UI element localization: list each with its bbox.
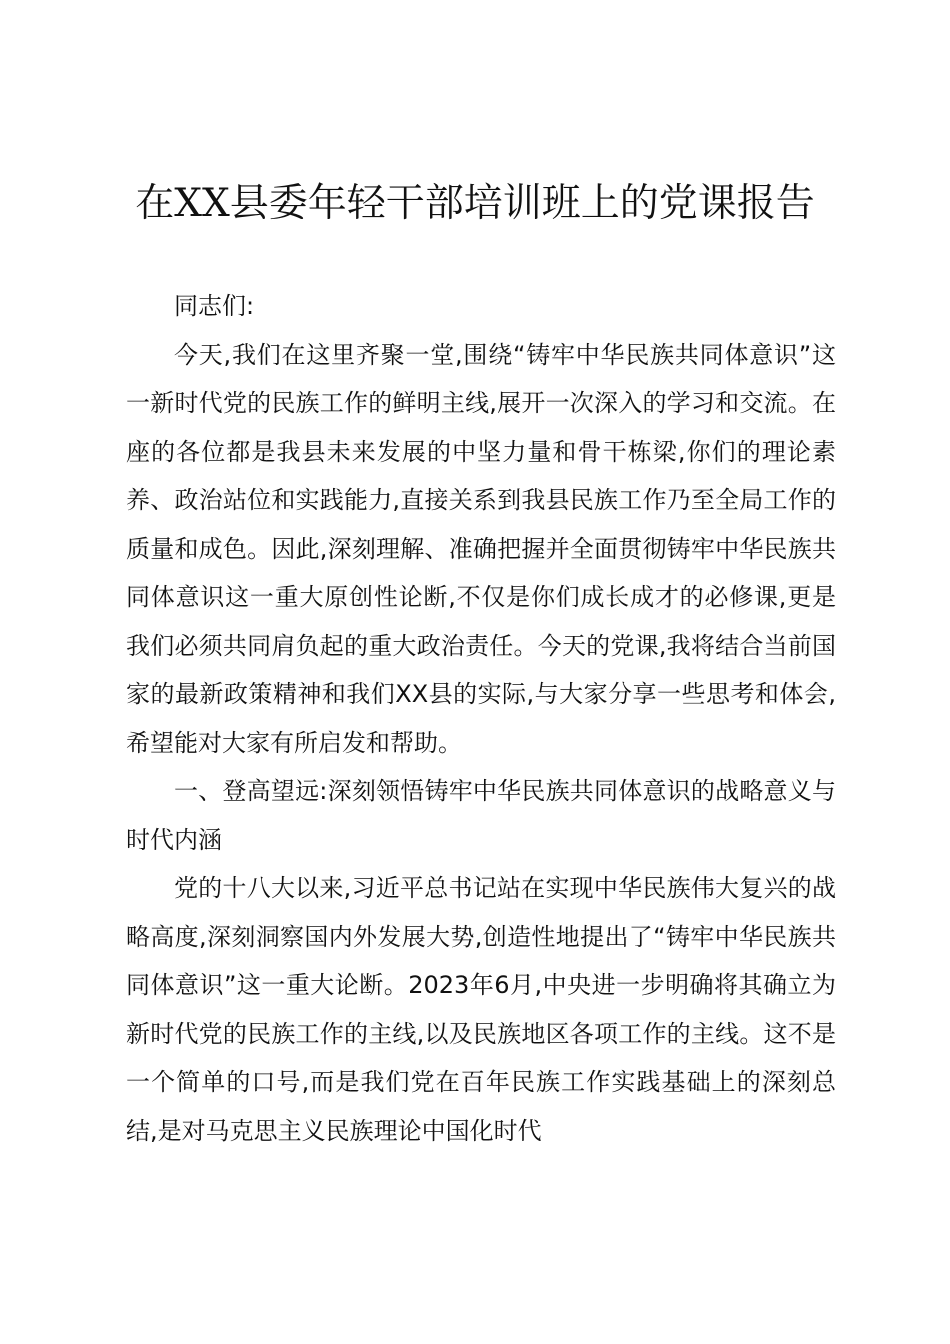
document-title: 在XX县委年轻干部培训班上的党课报告 (135, 181, 815, 226)
section-heading: 一、登高望远:深刻领悟铸牢中华民族共同体意识的战略意义与时代内涵 (126, 777, 836, 854)
document-body (126, 282, 836, 1155)
salutation: 同志们: (174, 292, 255, 320)
paragraph-intro: 今天,我们在这里齐聚一堂,围绕“铸牢中华民族共同体意识”这一新时代党的民族工作的鲜明主线,展开一次深入的学习和交流。在座的各位都是我县未来发展的中坚力量和骨干栋梁,你们的理论素养、政治站位和实践能力,直接关系到我县民族工作乃至全局工作的质量和成色。因此,深刻理解、准确把握并全面贯彻铸牢中华民族共同体意识这一重大原创性论断,不仅是你们成长成才的必修课,更是我们必须共同肩负起的重大政治责任。今天的党课,我将结合当前国家的最新政策精神和我们XX县的实际,与大家分享一些思考和体会,希望能对大家有所启发和帮助。 (126, 340, 836, 757)
paragraph-section-1: 党的十八大以来,习近平总书记站在实现中华民族伟大复兴的战略高度,深刻洞察国内外发展大势,创造性地提出了“铸牢中华民族共同体意识”这一重大论断。2023年6月,中央进一步明确将其确立为新时代党的民族工作的主线,以及民族地区各项工作的主线。这不是一个简单的口号,而是我们党在百年民族工作实践基础上的深刻总结,是对马克思主义民族理论中国化时代 (126, 874, 836, 1145)
